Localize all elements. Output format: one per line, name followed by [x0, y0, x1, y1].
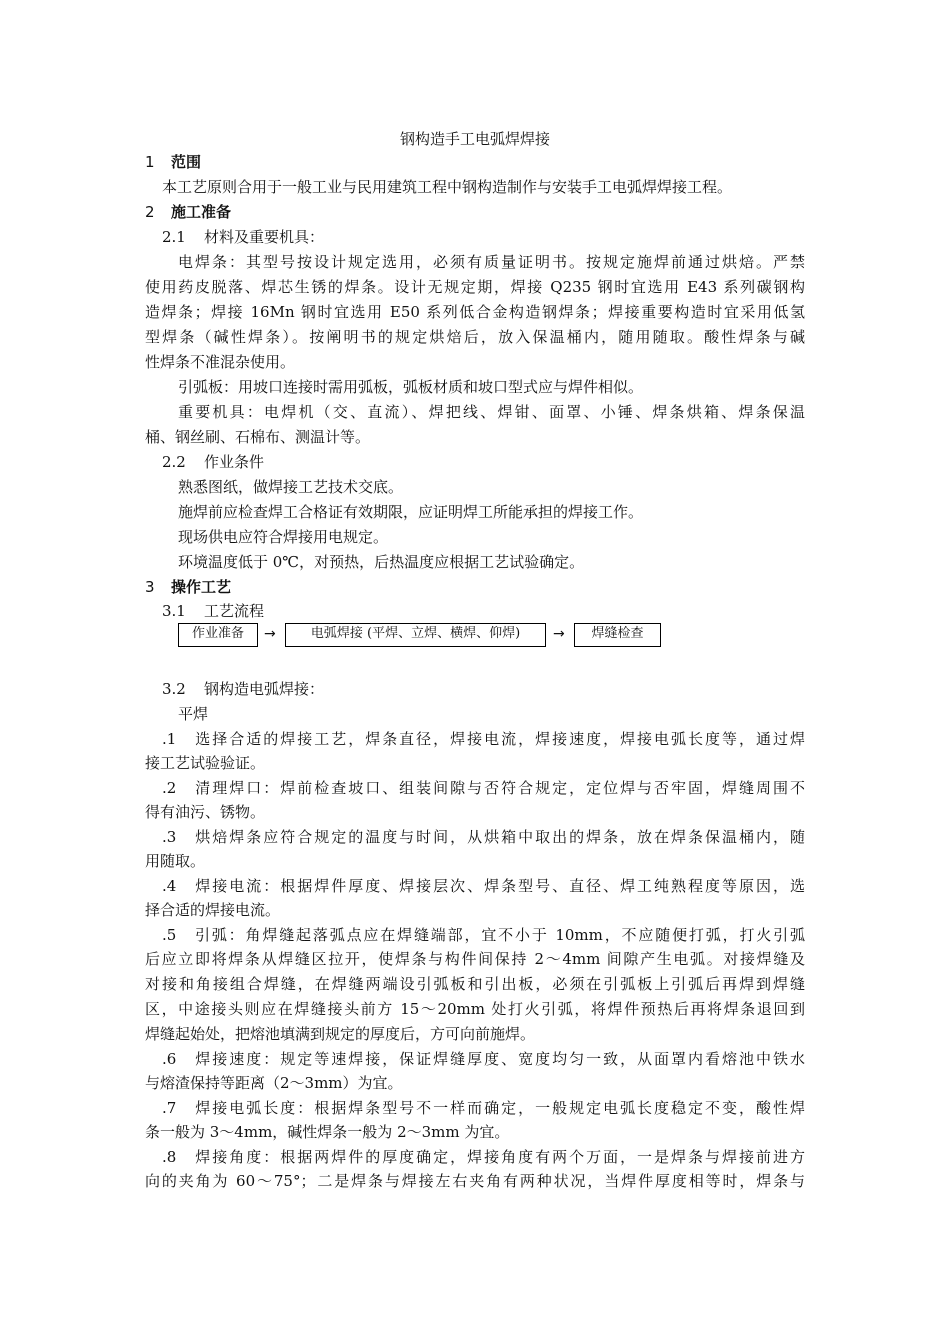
item-first-line: .6 焊接速度：规定等速焊接，保证焊缝厚度、宽度均匀一致，从面罩内看熔池中铁水 [162, 1050, 805, 1068]
item-line: 接工艺试验验证。 [145, 754, 266, 772]
item-first-line: .5 引弧：角焊缝起落弧点应在焊缝端部，宜不小于 10mm，不应随便打弧，打火引弧 [162, 926, 805, 944]
subsection-3-2-heading [162, 678, 324, 700]
item-line: 与熔渣保持等距离（2～3mm）为宜。 [145, 1074, 403, 1092]
item-line: 用随取。 [145, 852, 206, 870]
item-line: 条一般为 3～4mm，碱性焊条一般为 2～3mm 为宜。 [145, 1123, 510, 1141]
item-line: 择合适的焊接电流。 [145, 901, 281, 919]
item-first-line: .8 焊接角度：根据两焊件的厚度确定，焊接角度有两个万面，一是焊条与焊接前进方 [162, 1148, 805, 1166]
item-line: 得有油污、锈物。 [145, 803, 266, 821]
item-line: 区，中途接头则应在焊缝接头前方 15～20mm 处打火引弧，将焊件预热后再将焊条退回到 [145, 1000, 805, 1018]
item-number: .7 [162, 1099, 177, 1117]
item-first-line: .2 清理焊口：焊前检查坡口、组装间隙与否符合规定，定位焊与否牢固，焊缝周围不 [162, 779, 805, 797]
flow-arrow-icon: → [553, 626, 565, 642]
item-first-line: .3 烘焙焊条应符合规定的温度与时间，从烘箱中取出的焊条，放在焊条保温桶内，随 [162, 828, 805, 846]
section-number: 3 [145, 578, 155, 596]
item-line: 向的夹角为 60～75°；二是焊条与焊接左右夹角有两种状况，当焊件厚度相等时，焊条与 [145, 1172, 805, 1190]
section-title: 施工准备 [171, 203, 232, 221]
section-number: 2 [145, 203, 155, 221]
subsection-title: 工艺流程 [204, 602, 265, 620]
subsection-number: 2.2 [162, 453, 186, 471]
subsection-title: 钢构造电弧焊接： [204, 680, 325, 698]
item-first-line: .4 焊接电流：根据焊件厚度、焊接层次、焊条型号、直径、焊工纯熟程度等原因，选 [162, 877, 805, 895]
condition-item: 现场供电应符合焊接用电规定。 [178, 528, 389, 546]
condition-item: 熟悉图纸，做焊接工艺技术交底。 [178, 478, 404, 496]
item-number: .2 [162, 779, 177, 797]
paragraph-line: 性焊条不准混杂使用。 [145, 353, 296, 371]
item-line: 焊缝起始处，把熔池填满到规定的厚度后，方可向前施焊。 [145, 1025, 536, 1043]
document-title: 钢构造手工电弧焊焊接 [399, 130, 550, 148]
subsection-number: 2.1 [162, 228, 186, 246]
item-first-line: .1 选择合适的焊接工艺，焊条直径，焊接电流，焊接速度，焊接电弧长度等，通过焊 [162, 730, 805, 748]
section-1-heading [145, 151, 201, 173]
item-number: .6 [162, 1050, 177, 1068]
item-first-line: .7 焊接电弧长度：根据焊条型号不一样而确定，一般规定电弧长度稳定不变，酸性焊 [162, 1099, 805, 1117]
condition-item: 环境温度低于 0℃，对预热，后热温度应根据工艺试验确定。 [178, 553, 585, 571]
item-number: .5 [162, 926, 177, 944]
section-3-heading [145, 576, 231, 598]
item-number: .4 [162, 877, 177, 895]
section-number: 1 [145, 153, 155, 171]
paragraph-line: 重要机具：电焊机（交、直流）、焊把线、焊钳、面罩、小锤、焊条烘箱、焊条保温 [178, 403, 805, 421]
flow-step-inspection: 焊缝检查 [574, 623, 661, 647]
paragraph-line: 使用药皮脱落、焊芯生锈的焊条。设计无规定期，焊接 Q235 钢时宜选用 E43 系列碳钢构 [145, 278, 805, 296]
section-2-heading [145, 201, 231, 223]
section-1-body: 本工艺原则合用于一般工业与民用建筑工程中钢构造制作与安装手工电弧焊焊接工程。 [162, 178, 733, 196]
flat-weld-label: 平焊 [178, 705, 209, 723]
paragraph-line: 造焊条；焊接 16Mn 钢时宜选用 E50 系列低合金构造钢焊条；焊接重要构造时宜采用低氢 [145, 303, 805, 321]
subsection-title: 作业条件 [204, 453, 265, 471]
paragraph-line: 引弧板：用坡口连接时需用弧板，弧板材质和坡口型式应与焊件相似。 [178, 378, 644, 396]
flow-step-prepare: 作业准备 [178, 623, 258, 647]
item-number: .3 [162, 828, 177, 846]
item-line: 对接和角接组合焊缝，在焊缝两端设引弧板和引出板，必须在引弧板上引弧后再焊到焊缝 [145, 975, 805, 993]
item-number: .8 [162, 1148, 177, 1166]
subsection-2-1-heading [162, 226, 324, 248]
item-line: 后应立即将焊条从焊缝区拉开，使焊条与构件间保持 2～4mm 间隙产生电弧。对接焊缝及 [145, 950, 805, 968]
subsection-title: 材料及重要机具： [204, 228, 325, 246]
item-number: .1 [162, 730, 177, 748]
subsection-2-2-heading [162, 451, 264, 473]
paragraph-line: 桶、钢丝刷、石棉布、测温计等。 [145, 428, 371, 446]
flow-arrow-icon: → [264, 626, 276, 642]
section-title: 范围 [171, 153, 202, 171]
section-title: 操作工艺 [171, 578, 232, 596]
flow-step-welding: 电弧焊接 (平焊、立焊、横焊、仰焊) [285, 623, 546, 647]
condition-item: 施焊前应检查焊工合格证有效期限，应证明焊工所能承担的焊接工作。 [178, 503, 644, 521]
subsection-3-1-heading [162, 600, 264, 622]
paragraph-line: 电焊条：其型号按设计规定选用，必须有质量证明书。按规定施焊前通过烘焙。严禁 [178, 253, 805, 271]
subsection-number: 3.1 [162, 602, 186, 620]
subsection-number: 3.2 [162, 680, 186, 698]
paragraph-line: 型焊条（碱性焊条）。按阐明书的规定烘焙后，放入保温桶内，随用随取。酸性焊条与碱 [145, 328, 805, 346]
